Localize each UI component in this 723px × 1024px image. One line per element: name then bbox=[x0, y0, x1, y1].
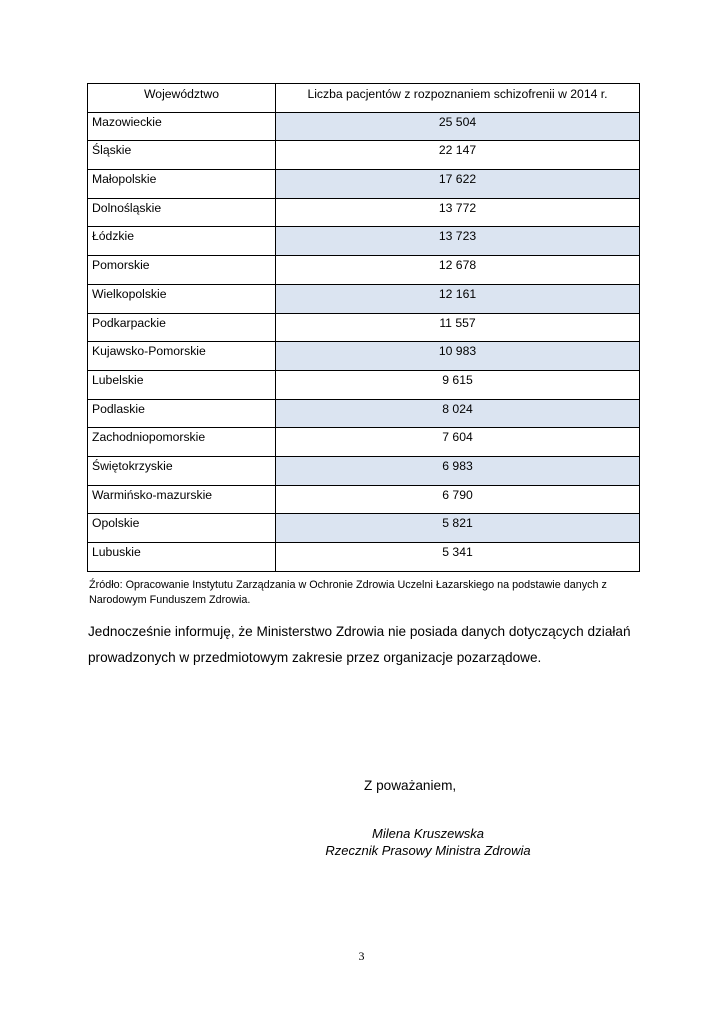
table-row bbox=[88, 141, 640, 170]
patient-count-cell: 17 622 bbox=[276, 170, 640, 199]
schizophrenia-patients-table bbox=[87, 83, 640, 572]
closing-salutation: Z poważaniem, bbox=[364, 778, 457, 793]
region-cell: Lubuskie bbox=[88, 543, 276, 572]
table-row bbox=[88, 198, 640, 227]
header-patient-count: Liczba pacjentów z rozpoznaniem schizofrenii w 2014 r. bbox=[276, 84, 640, 113]
region-cell: Śląskie bbox=[88, 141, 276, 170]
region-cell: Podkarpackie bbox=[88, 313, 276, 342]
region-cell: Lubelskie bbox=[88, 370, 276, 399]
table-row bbox=[88, 370, 640, 399]
table-row bbox=[88, 399, 640, 428]
table-body bbox=[88, 112, 640, 571]
patient-count-cell: 12 678 bbox=[276, 256, 640, 285]
patient-count-cell: 11 557 bbox=[276, 313, 640, 342]
header-region: Województwo bbox=[88, 84, 276, 113]
region-cell: Podlaskie bbox=[88, 399, 276, 428]
table-row bbox=[88, 313, 640, 342]
table-row bbox=[88, 170, 640, 199]
table-row bbox=[88, 256, 640, 285]
region-cell: Mazowieckie bbox=[88, 112, 276, 141]
region-cell: Świętokrzyskie bbox=[88, 456, 276, 485]
patient-count-cell: 7 604 bbox=[276, 428, 640, 457]
table-row bbox=[88, 112, 640, 141]
region-cell: Kujawsko-Pomorskie bbox=[88, 342, 276, 371]
table-row bbox=[88, 514, 640, 543]
patient-count-cell: 6 983 bbox=[276, 456, 640, 485]
region-cell: Warmińsko-mazurskie bbox=[88, 485, 276, 514]
signatory-name: Milena Kruszewska bbox=[372, 826, 484, 841]
signatory-title: Rzecznik Prasowy Ministra Zdrowia bbox=[325, 843, 531, 858]
signature-block bbox=[308, 825, 548, 859]
patient-count-cell: 25 504 bbox=[276, 112, 640, 141]
patient-count-cell: 12 161 bbox=[276, 284, 640, 313]
region-cell: Dolnośląskie bbox=[88, 198, 276, 227]
table-row bbox=[88, 428, 640, 457]
patient-count-cell: 9 615 bbox=[276, 370, 640, 399]
patient-count-cell: 10 983 bbox=[276, 342, 640, 371]
body-paragraph: Jednocześnie informuję, że Ministerstwo Zdrowia nie posiada danych dotyczących działań prowadzonych w przedmiotowym zakresie przez organizacje pozarządowe. bbox=[88, 624, 631, 665]
patient-count-cell: 5 341 bbox=[276, 543, 640, 572]
region-cell: Pomorskie bbox=[88, 256, 276, 285]
region-cell: Opolskie bbox=[88, 514, 276, 543]
source-note: Źródło: Opracowanie Instytutu Zarządzania w Ochronie Zdrowia Uczelni Łazarskiego na podstawie danych z Narodowym Funduszem Zdrowia. bbox=[89, 579, 607, 606]
region-cell: Wielkopolskie bbox=[88, 284, 276, 313]
table-row bbox=[88, 456, 640, 485]
region-cell: Małopolskie bbox=[88, 170, 276, 199]
patient-count-cell: 22 147 bbox=[276, 141, 640, 170]
page-number: 3 bbox=[358, 949, 365, 963]
table-row bbox=[88, 284, 640, 313]
patient-count-cell: 13 723 bbox=[276, 227, 640, 256]
patient-count-cell: 5 821 bbox=[276, 514, 640, 543]
table-row bbox=[88, 543, 640, 572]
patient-count-cell: 6 790 bbox=[276, 485, 640, 514]
table-row bbox=[88, 485, 640, 514]
patient-count-cell: 13 772 bbox=[276, 198, 640, 227]
patient-count-cell: 8 024 bbox=[276, 399, 640, 428]
region-cell: Zachodniopomorskie bbox=[88, 428, 276, 457]
table-row bbox=[88, 342, 640, 371]
table-row bbox=[88, 227, 640, 256]
table-header-row bbox=[88, 84, 640, 113]
region-cell: Łódzkie bbox=[88, 227, 276, 256]
